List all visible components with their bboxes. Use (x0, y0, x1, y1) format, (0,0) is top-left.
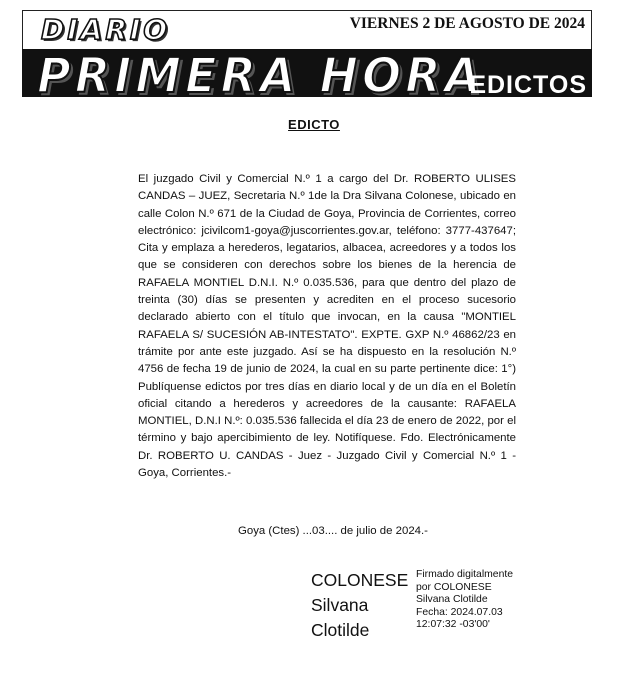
signature-name-line: Silvana (311, 595, 369, 615)
signature-name-line: Clotilde (311, 620, 370, 640)
document-body: El juzgado Civil y Comercial N.º 1 a cargo del Dr. ROBERTO ULISES CANDAS – JUEZ, Secretaria N.º 1de la Dra Silvana Colonese, ubicado en calle Colon N.º 671 de la Ciudad de Goya, Provincia de Corrientes, correo electrónico: jcivilcom1-goya@juscorrientes.gov.ar, teléfono: 3777-437647; Cita y emplaza a herederos, legatarios, albacea, acreedores y a todos los que se consideren con derechos sobre los bienes de la herencia de RAFAELA MONTIEL D.N.I. N.º 0.035.536, para que dentro del plazo de treinta (30) días se presenten y acrediten en el proceso sucesorio declarado abierto con el título que invocan, en la causa "MONTIEL RAFAELA S/ SUCESIÓN AB-INTESTATO". EXPTE. GXP N.º 46862/23 en trámite por ante este juzgado. Así se ha dispuesto en la resolución N.º 4756 de fecha 19 de junio de 2024, la cual en su parte pertinente dice: 1°) Publíquense edictos por tres días en diario local y de un día en el Boletín oficial citando a herederos y acreedores de la causante: RAFAELA MONTIEL, D.N.I N.º: 0.035.536 fallecida el día 23 de enero de 2022, por el término y bajo apercibimiento de ley. Notifíquese. Fdo. Electrónicamente Dr. ROBERTO U. CANDAS - Juez - Juzgado Civil y Comercial N.º 1 - Goya, Corrientes.- (138, 173, 516, 480)
document-place-date: Goya (Ctes) ...03.... de julio de 2024.- (238, 525, 428, 537)
signature-info-line: Fecha: 2024.07.03 (416, 606, 503, 618)
signature-name-line: COLONESE (311, 570, 409, 590)
signature-info-line: Firmado digitalmente (416, 569, 514, 580)
signature-info-line: Silvana Clotilde (416, 594, 488, 605)
masthead-brand-main: PRIMERA HORA (37, 46, 485, 104)
document-title: EDICTO (288, 117, 340, 132)
signature-info-line: por COLONESE (416, 581, 492, 593)
masthead-date: VIERNES 2 DE AGOSTO DE 2024 (349, 15, 585, 32)
newspaper-masthead (22, 10, 592, 104)
masthead-section-label: EDICTOS (469, 71, 587, 99)
signature-info-line: 12:07:32 -03'00' (416, 619, 490, 630)
masthead-brand-top: DIARIO (41, 13, 171, 46)
digital-signature-info (416, 569, 513, 632)
signature-name (311, 568, 408, 643)
